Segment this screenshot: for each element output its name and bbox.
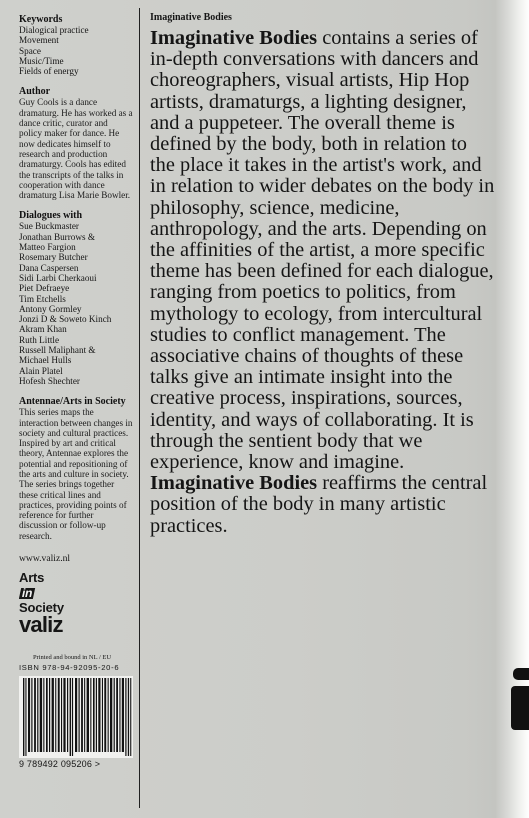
arts-logo-line1: Arts — [19, 570, 45, 586]
dialogues-title: Dialogues with — [19, 210, 83, 222]
barcode-graphic — [19, 676, 133, 758]
edge-clip — [511, 686, 529, 730]
dialogue-item: Alain Platel — [19, 365, 63, 376]
antennae-title: Antennae/Arts in Society — [19, 396, 126, 408]
blurb-title-end: Imaginative Bodies — [150, 472, 318, 495]
website-link[interactable]: www.valiz.nl — [19, 553, 71, 565]
arts-in-society-logo — [19, 570, 73, 616]
blurb-ending: reaffirms the central position of the body in many artistic practices. — [150, 472, 488, 537]
barcode-digits: 9 789492 095206 > — [19, 759, 101, 770]
column-divider — [139, 8, 140, 808]
dialogues-list — [19, 221, 133, 386]
author-section — [19, 86, 133, 200]
sidebar-info — [19, 14, 133, 804]
dialogue-item: Jonathan Burrows & — [19, 231, 96, 242]
isbn: ISBN 978-94-92095-20-6 — [19, 663, 120, 673]
blurb-title-start: Imaginative Bodies — [150, 27, 318, 49]
keywords-section — [19, 14, 133, 76]
dialogue-item: Sidi Larbi Cherkaoui — [19, 272, 97, 283]
keyword-item: Dialogical practice — [19, 25, 89, 35]
main-description — [150, 12, 495, 537]
printed-note: Printed and bound in NL / EU — [32, 654, 112, 662]
dialogue-item: Hofesh Shechter — [19, 375, 80, 386]
dialogue-item: Rosemary Butcher — [19, 252, 88, 263]
edge-clip-top — [513, 668, 529, 680]
dialogue-item: Michael Hulls — [19, 355, 72, 366]
arts-logo-line3: Society — [19, 600, 64, 616]
blurb-main-text: contains a series of in-depth conversations with dancers and choreographers, visual artists, Hip Hop artists, dramaturgs, a lighting designer, and a puppeteer. The overall theme is defined by the body, both in relation to the place it takes in the artist's work, and in relation to wider debates on the body in philosophy, science, medicine, anthropology, and the arts. Depending on the affinities of the artist, a more specific theme has been defined for each dialogue, ranging from poetics to politics, from mythology to ecology, from intercultural studies to conflict management. The associative chains of thoughts of these talks give an intimate insight into the creative process, inspirations, sources, identity, and ways of collaborating. It is through the sentient body that we experience, know and imagine. — [150, 27, 495, 474]
dialogue-item: Sue Buckmaster — [19, 221, 79, 232]
keywords-list — [19, 25, 133, 76]
antennae-section — [19, 396, 133, 541]
dialogue-item: Akram Khan — [19, 324, 67, 335]
dialogue-item: Dana Caspersen — [19, 262, 79, 273]
book-blurb — [150, 28, 495, 537]
keyword-item: Music/Time — [19, 55, 64, 66]
keywords-title: Keywords — [19, 14, 63, 25]
book-title-small: Imaginative Bodies — [150, 12, 232, 23]
author-title: Author — [19, 86, 51, 98]
keyword-item: Movement — [19, 35, 59, 46]
dialogue-item: Russell Maliphant & — [19, 345, 96, 356]
dialogue-item: Ruth Little — [19, 334, 60, 345]
keyword-item: Fields of energy — [19, 66, 79, 77]
dialogue-item: Tim Etchells — [19, 293, 66, 304]
dialogue-item: Jonzi D & Soweto Kinch — [19, 314, 112, 325]
valiz-logo: valiz — [19, 612, 63, 638]
dialogue-item: Piet Defraeye — [19, 283, 70, 294]
dialogues-section — [19, 210, 133, 386]
dialogue-item: Antony Gormley — [19, 303, 82, 314]
dialogue-item: Matteo Fargion — [19, 242, 76, 253]
keyword-item: Space — [19, 45, 41, 56]
arts-logo-line2: in — [20, 586, 34, 601]
antennae-description: This series maps the interaction between changes in society and cultural practices. Inspired by art and critical theory, Antennae explores the potential and repositioning of the arts and culture in society. The series brings together these critical lines and practices, providing points of reference for further discussion or follow-up research. — [19, 407, 133, 541]
author-bio: Guy Cools is a dance dramaturg. He has worked as a dance critic, curator and policy maker for dance. He now dedicates himself to research and production dramaturgy. Cools has edited the transcripts of the talks in cooperation with dance dramaturg Lisa Marie Bowler. — [19, 97, 133, 201]
